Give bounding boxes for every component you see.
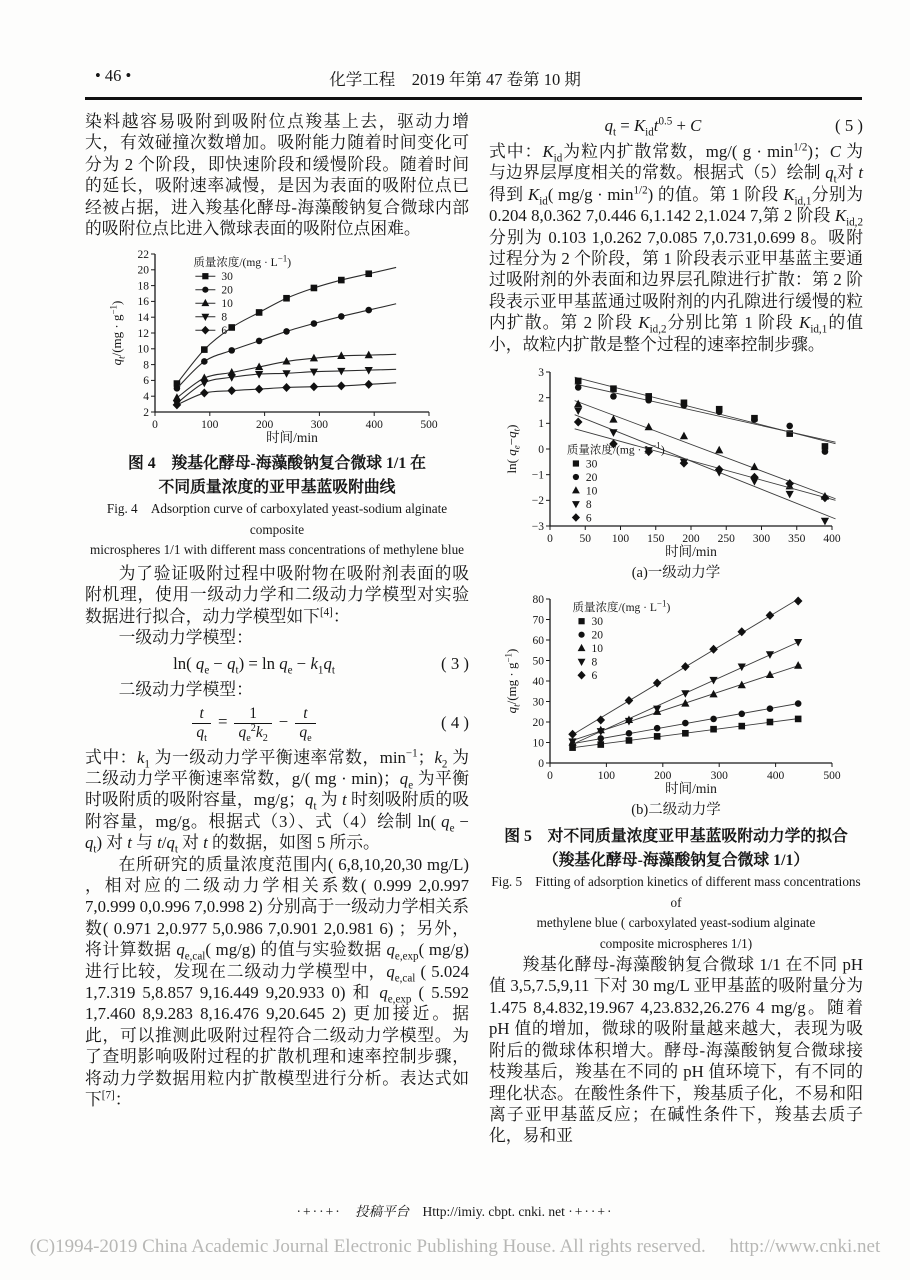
- figure5-caption-en3: composite microspheres 1/1): [599, 935, 753, 951]
- svg-text:−1: −1: [531, 469, 544, 482]
- figure5b: [489, 590, 863, 820]
- svg-text:−3: −3: [531, 520, 544, 533]
- svg-text:1: 1: [538, 418, 544, 431]
- second-order-model-label: 二级动力学模型：: [118, 679, 253, 699]
- svg-text:500: 500: [823, 770, 841, 783]
- svg-text:6: 6: [143, 375, 149, 388]
- svg-text:100: 100: [611, 533, 630, 546]
- figure5b-chart: [504, 590, 848, 798]
- svg-text:150: 150: [647, 533, 665, 546]
- svg-text:16: 16: [137, 296, 149, 309]
- svg-text:250: 250: [717, 533, 735, 546]
- equation-5-body: $q_t = K_{id}t^{0.5} + C$: [604, 115, 702, 139]
- svg-text:0: 0: [538, 443, 544, 456]
- svg-text:qt/(mg · g−1): $q_t/(mg \cdot g^{-1})$: [109, 301, 127, 366]
- svg-text:时间/min: 时间/min: [665, 781, 717, 797]
- svg-text:20: 20: [591, 629, 604, 642]
- svg-text:10: 10: [585, 485, 598, 498]
- figure4-chart: [109, 245, 445, 447]
- figure4: [85, 245, 469, 561]
- first-order-model-label: 一级动力学模型：: [118, 628, 253, 648]
- svg-text:0: 0: [547, 533, 553, 546]
- svg-text:质量浓度/(mg · L−1): 质量浓度$/(mg \cdot L^{-1})$: [572, 598, 671, 615]
- svg-text:200: 200: [654, 770, 672, 783]
- right-column: [489, 111, 863, 1147]
- figure4-caption-en2: microspheres 1/1 with different mass concentrations of methylene blue: [89, 542, 465, 558]
- svg-text:300: 300: [310, 419, 329, 432]
- svg-text:8: 8: [591, 656, 598, 669]
- svg-text:22: 22: [137, 249, 149, 262]
- svg-text:20: 20: [532, 716, 544, 729]
- figure4-caption-zh2: 不同质量浓度的亚甲基蓝吸附曲线: [158, 478, 396, 496]
- svg-text:0: 0: [152, 419, 158, 432]
- svg-text:4: 4: [143, 391, 149, 404]
- svg-text:400: 400: [823, 533, 841, 546]
- svg-text:8: 8: [585, 498, 592, 511]
- svg-text:8: 8: [221, 311, 228, 324]
- svg-text:20: 20: [221, 284, 233, 297]
- header-rule: [85, 97, 862, 100]
- footer-ornament-left: ·+··+·: [296, 1204, 342, 1219]
- svg-text:质量浓度/(mg · L−1): 质量浓度$/(mg \cdot L^{-1})$: [566, 440, 665, 457]
- svg-text:14: 14: [137, 312, 149, 325]
- svg-text:30: 30: [532, 696, 544, 709]
- svg-text:50: 50: [579, 533, 591, 546]
- figure5-caption-en2: methylene blue ( carboxylated yeast-sodium alginate: [536, 915, 816, 931]
- paragraph-intraparticle-diffusion: 式中：$K_{id}$为粒内扩散常数，mg/( $g \cdot \min^{1/2}$)；C 为与边界层厚度相关的常数。根据式（5）绘制 $q_t$对 t 得到 $K_{id}$( $mg/g \cdot \min^{1/2}$) 的值。第 1 阶段 $K_{id,1}$分别为 0.204 8,0.362 7,0.446 6,1.142 2,1.024 7,第 2 阶段 $K_{id,2}$分别为 0.103 1,0.262 7,0.085 7,0.731,0.699 8。吸附过程分为 2 个阶段，第 1 阶段表示亚甲基蓝主要通过吸附剂的外表面和边界层孔隙进行扩散：第 2 阶段表示亚甲基蓝通过吸附剂的内孔隙进行缓慢的粒内扩散。第 2 阶段 $K_{id,2}$分别比第 1 阶段 $K_{id,1}$的值小，故粒内扩散是整个过程的速率控制步骤。: [489, 141, 864, 354]
- equation-4-body: $\frac{t}{q_t}$ = $\frac{1}{q_e^2k_2}$ − $\frac{t}{q_e}$: [85, 705, 423, 742]
- left-column: [85, 111, 469, 1111]
- svg-text:10: 10: [221, 298, 233, 311]
- page-number: • 46 •: [95, 66, 132, 85]
- footer-ornament-right: ·+··+·: [568, 1204, 614, 1219]
- submission-platform-line: [0, 1200, 910, 1220]
- svg-text:40: 40: [532, 675, 544, 688]
- svg-text:qt/(mg · g−1): $q_t/(mg \cdot g^{-1})$: [504, 648, 522, 714]
- svg-text:50: 50: [532, 655, 544, 668]
- paragraph-continued: 染料越容易吸附到吸附位点羧基上去，驱动力增大，有效碰撞次数增加。吸附能力随着时间变化可分为 2 个阶段，即快速阶段和缓慢阶段。随着时间的延长，吸附速率减慢，是因为表面的吸附位点已经被占据，进入羧基化酵母-海藻酸钠复合微球内部的吸附位点比进入微球表面的吸附位点困难。: [85, 112, 469, 239]
- figure5a: [489, 363, 863, 583]
- svg-text:10: 10: [532, 737, 544, 750]
- platform-label: 投稿平台: [355, 1204, 410, 1219]
- svg-text:2: 2: [538, 392, 544, 405]
- svg-text:100: 100: [201, 419, 219, 432]
- svg-text:0: 0: [547, 770, 553, 783]
- paragraph-symbol-definitions: 式中：$k_1$ 为一级动力学平衡速率常数，$\min^{-1}$；$k_2$ 为二级动力学平衡速率常数，g/( mg · min)；$q_e$ 为平衡时吸附质的吸附容量，mg/g；$q_t$ 为 t 时刻吸附质的吸附容量，mg/g。根据式（3）、式（4）绘制 ln( $q_e - q_t$) 对 t 与 $t/q_t$ 对 t 的数据，如图 5 所示。: [85, 747, 469, 856]
- svg-text:2: 2: [143, 407, 149, 420]
- svg-text:20: 20: [585, 471, 598, 484]
- paragraph-correlation-analysis: 在所研究的质量浓度范围内( 6,8,10,20,30 mg/L) ，相对应的二级动力学相关系数( 0.999 2,0.997 7,0.999 0,0.996 7,0.998 2) 分别高于一级动力学相关系数( 0.971 2,0.977 5,0.986 7,0.901 2,0.981 6) ；另外，将计算数据 $q_{e,cal}$( mg/g) 的值与实验数据 $q_{e,exp}$( mg/g) 进行比较，发现在二级动力学模型中，$q_{e,cal}$ ( 5.024 1,7.319 5,8.857 9,16.449 9,20.933 0) 和 $q_{e,exp}$ ( 5.592 1,7.460 8,9.283 8,16.476 9,20.645 2) 更加接近。据此，可以推测此吸附过程符合二级动力学模型。为了查明影响吸附过程的扩散机理和速率控制步骤，将动力学数据用粒内扩散模型进行分析。表达式如下[7]：: [85, 854, 470, 1110]
- svg-text:300: 300: [752, 533, 771, 546]
- journal-header: 化学工程 2019 年第 47 卷第 10 期: [329, 70, 581, 89]
- svg-text:3: 3: [538, 366, 544, 379]
- equation-5-number: ( 5 ): [835, 116, 863, 135]
- svg-text:ln( qe−qt): ln( $q_e-q_t$): [504, 424, 522, 474]
- svg-text:60: 60: [532, 634, 544, 647]
- svg-text:0: 0: [538, 757, 544, 770]
- paragraph-kinetics-intro: 为了验证吸附过程中吸附物在吸附剂表面的吸附机理，使用一级动力学和二级动力学模型对实验数据进行拟合，动力学模型如下[4]：: [85, 563, 469, 626]
- svg-text:12: 12: [137, 328, 149, 341]
- figure5-caption-zh2: （羧基化酵母-海藻酸钠复合微球 1/1）: [542, 851, 810, 869]
- svg-text:时间/min: 时间/min: [665, 544, 717, 560]
- copyright-line: [0, 1236, 910, 1258]
- svg-text:6: 6: [585, 512, 592, 525]
- svg-text:200: 200: [255, 419, 274, 432]
- paragraph-ph-effect: 羧基化酵母-海藻酸钠复合微球 1/1 在不同 pH 值 3,5,7.5,9,11 下对 30 mg/L 亚甲基蓝的吸附量分为 1.475 8,4.832,19.967 4,23.832,26.276 4 mg/g。随着 pH 值的增加，微球的吸附量越来越大，表现为吸附后的微球体积增大。酵母-海藻酸钠复合微球接枝羧基后，羧基在不同的 pH 值环境下，有不同的理化状态。在酸性条件下，羧基质子化，不易和阳离子亚甲基蓝反应；在碱性条件下，羧基去质子化，易和亚: [489, 955, 863, 1146]
- svg-text:30: 30: [221, 271, 233, 284]
- equation-4-number: ( 4 ): [441, 713, 469, 733]
- figure5a-subcaption: (a)一级动力学: [631, 565, 721, 582]
- svg-text:200: 200: [682, 533, 700, 546]
- figure5a-chart: [504, 363, 848, 561]
- svg-text:400: 400: [766, 770, 785, 783]
- svg-text:6: 6: [591, 670, 598, 683]
- figure4-caption-zh: 图 4 羧基化酵母-海藻酸钠复合微球 1/1 在: [128, 455, 426, 473]
- equation-3-body: ln( $q_e - q_t) = \ln q_e - k_1q_t$: [173, 653, 335, 676]
- figure5b-subcaption: (b)二级动力学: [631, 802, 721, 819]
- svg-text:70: 70: [532, 614, 544, 627]
- svg-text:质量浓度/(mg · L−1): 质量浓度$/(mg \cdot L^{-1})$: [193, 253, 292, 270]
- svg-text:30: 30: [585, 458, 598, 471]
- figure5-caption-en: Fig. 5 Fitting of adsorption kinetics of different mass concentrations of: [491, 874, 861, 910]
- copyright-url: http://www.cnki.net: [729, 1236, 881, 1257]
- figure5-caption-zh: 图 5 对不同质量浓度亚甲基蓝吸附动力学的拟合: [504, 828, 848, 846]
- svg-text:100: 100: [597, 770, 616, 783]
- svg-text:350: 350: [788, 533, 806, 546]
- equation-4: [85, 705, 469, 742]
- svg-text:80: 80: [532, 593, 544, 606]
- svg-text:时间/min: 时间/min: [266, 430, 318, 446]
- svg-text:400: 400: [365, 419, 383, 432]
- copyright-text: (C)1994-2019 China Academic Journal Electronic Publishing House. All rights reserved.: [29, 1236, 706, 1257]
- equation-5: [489, 115, 863, 139]
- svg-text:10: 10: [137, 344, 149, 357]
- svg-text:10: 10: [591, 643, 604, 656]
- svg-text:−2: −2: [531, 495, 544, 508]
- svg-text:18: 18: [137, 280, 149, 293]
- figure4-caption-en: Fig. 4 Adsorption curve of carboxylated yeast-sodium alginate composite: [106, 501, 448, 537]
- equation-3-number: ( 3 ): [441, 653, 469, 673]
- equation-3: [85, 654, 469, 674]
- svg-text:6: 6: [221, 325, 228, 338]
- svg-text:30: 30: [591, 616, 604, 629]
- svg-text:8: 8: [143, 359, 149, 372]
- platform-url: Http://imiy. cbpt. cnki. net: [422, 1204, 565, 1219]
- svg-text:300: 300: [710, 770, 728, 783]
- svg-text:500: 500: [420, 419, 438, 432]
- svg-text:20: 20: [137, 265, 149, 278]
